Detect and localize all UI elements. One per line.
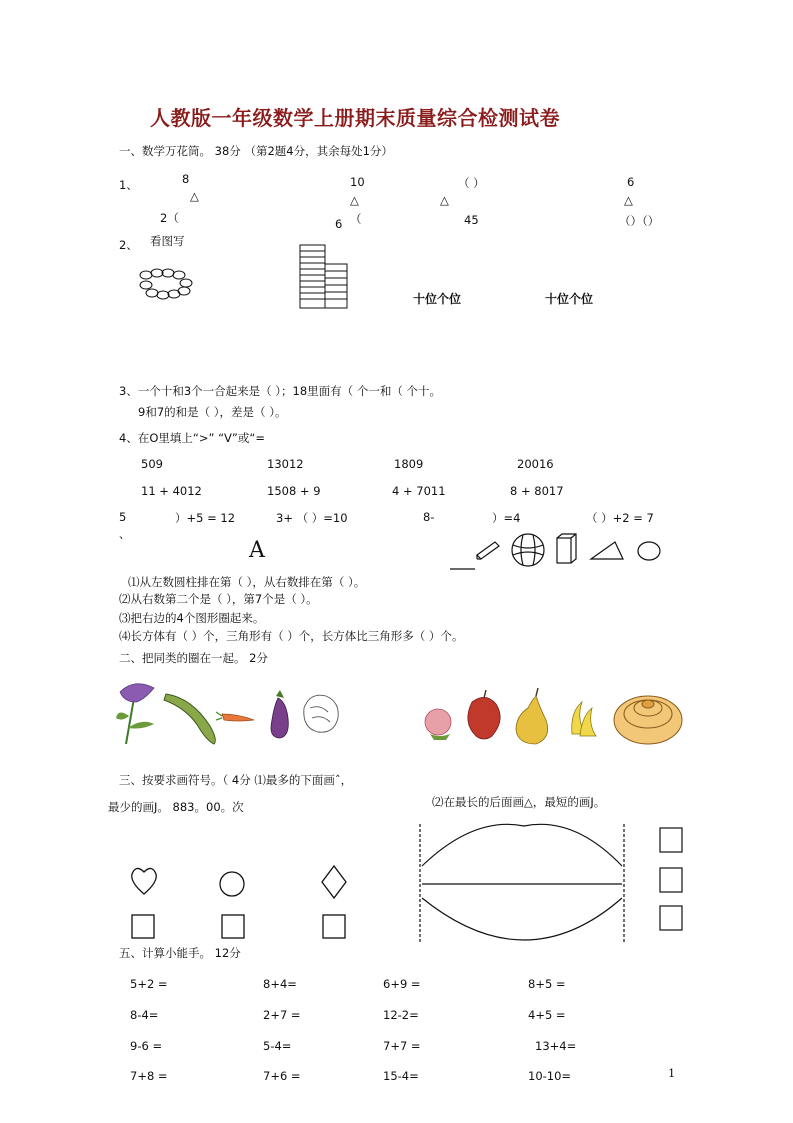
- page-number: 1: [668, 1066, 676, 1080]
- q1-d-top: 6: [627, 175, 635, 189]
- eggplant-icon: [271, 690, 288, 738]
- q4-row2-d: 8 + 8017: [510, 484, 564, 498]
- q5-sub1: ⑴从左数圆柱排在第（ ），从右数排在第（ ）。: [128, 575, 366, 589]
- bread-icon: [614, 696, 682, 744]
- q3-line1: 3、一个十和3个一合起来是（ ）；18里面有（ 个一和（ 个十。: [119, 384, 441, 398]
- letter-a: A: [249, 538, 265, 563]
- cucumber-icon: [164, 694, 215, 744]
- q4-row2-c: 4 + 7011: [392, 484, 446, 498]
- q3-line2: 9和7的和是（ ），差是（ ）。: [138, 405, 287, 419]
- calc-r1-c3: 6+9 =: [383, 977, 421, 991]
- answer-box-1: [132, 915, 154, 938]
- q4-row3-d: 8-: [423, 510, 435, 524]
- q5-sub4: ⑷长方体有（ ）个，三角形有（ ）个，长方体比三角形多（ ）个。: [119, 629, 464, 643]
- section1-heading: 一、数学万花筒。 38分 （第2题4分，其余每处1分）: [119, 144, 393, 158]
- q4-row3-f: （ ）+2 = 7: [586, 511, 654, 525]
- place-value-label-2: 十位个位: [545, 292, 594, 306]
- q1-a-top: 8: [182, 172, 190, 186]
- pear-icon: [516, 688, 548, 744]
- calc-r4-c2: 7+6 =: [263, 1069, 301, 1083]
- calc-r3-c4: 13+4=: [535, 1039, 577, 1053]
- q4-row3-e: ）=4: [492, 511, 521, 525]
- q1-b-bottom-number: 6: [335, 217, 343, 231]
- answer-box-mid: [660, 868, 682, 892]
- calc-r3-c3: 7+7 =: [383, 1039, 421, 1053]
- apple-icon: [468, 690, 500, 739]
- q4-row1-b: 13012: [267, 457, 304, 471]
- q1-c-top: （ ）: [458, 176, 485, 190]
- ten-circles-figure: [138, 266, 194, 302]
- calc-r4-c3: 15-4=: [383, 1069, 419, 1083]
- shapes-with-boxes-figure: [128, 860, 354, 942]
- calc-r1-c1: 5+2 =: [130, 977, 168, 991]
- answer-box-short: [660, 906, 682, 930]
- q1-a-bottom: 2（: [160, 211, 179, 225]
- q1-b-bottom-paren: （: [350, 212, 362, 226]
- q1-d-triangle: △: [624, 193, 633, 207]
- q4-row2-b: 1508 + 9: [267, 484, 321, 498]
- calc-r2-c1: 8-4=: [130, 1008, 159, 1022]
- calc-r2-c4: 4+5 =: [528, 1008, 566, 1022]
- curves-figure: [414, 820, 690, 948]
- carrot-icon: [216, 712, 254, 721]
- q4-row3-comma: 、: [119, 527, 131, 541]
- calc-r1-c2: 8+4=: [263, 977, 297, 991]
- shapes-row-figure: [447, 533, 665, 573]
- q4-row3-a: 5: [119, 510, 127, 524]
- answer-box-2: [222, 915, 244, 938]
- q4-row1-a: 509: [141, 457, 163, 471]
- calc-r4-c1: 7+8 =: [130, 1069, 168, 1083]
- section2-heading: 二、把同类的圈在一起。 2分: [119, 651, 268, 665]
- calc-r2-c2: 2+7 =: [263, 1008, 301, 1022]
- calc-r2-c3: 12-2=: [383, 1008, 419, 1022]
- answer-box-long: [660, 828, 682, 852]
- q1-c-bottom: 45: [464, 213, 479, 227]
- q1-number: 1、: [119, 178, 138, 192]
- section5-heading: 五、计算小能手。 12分: [119, 946, 241, 960]
- heart-icon: [132, 868, 157, 894]
- calc-r4-c4: 10-10=: [528, 1069, 572, 1083]
- cabbage-icon: [304, 695, 338, 732]
- calc-r3-c1: 9-6 =: [130, 1039, 163, 1053]
- q4-row1-d: 20016: [517, 457, 554, 471]
- banana-icon: [572, 702, 596, 736]
- calc-r1-c4: 8+5 =: [528, 977, 566, 991]
- page-title: 人教版一年级数学上册期末质量综合检测试卷: [150, 106, 560, 130]
- q5-sub2: ⑵从右数第二个是（ ），第7个是（ ）。: [119, 592, 318, 606]
- answer-box-3: [323, 915, 345, 938]
- circle-icon: [220, 872, 244, 896]
- q1-c-triangle: △: [440, 193, 449, 207]
- section3-line2: 最少的画J。 883。00。次: [108, 800, 244, 814]
- q4-row1-c: 1809: [394, 457, 424, 471]
- vegetables-figure: [114, 678, 344, 748]
- section3-right: ⑵在最长的后面画△，最短的画J。: [432, 795, 606, 809]
- q1-b-triangle: △: [350, 193, 359, 207]
- q4-row3-b: ）+5 = 12: [175, 511, 236, 525]
- q2-number: 2、: [119, 238, 138, 252]
- flower-icon: [116, 684, 154, 744]
- calc-r3-c2: 5-4=: [263, 1039, 292, 1053]
- q2-label: 看图写: [150, 234, 185, 248]
- q4-row3-c: 3+ （ ）=10: [276, 511, 348, 525]
- diamond-icon: [322, 866, 346, 898]
- fruits-figure: [420, 680, 686, 750]
- place-value-bars-figure: [299, 244, 349, 310]
- place-value-label-1: 十位个位: [413, 292, 462, 306]
- q5-sub3: ⑶把右边的4个图形圈起来。: [119, 611, 265, 625]
- q4-row2-a: 11 + 4012: [141, 484, 202, 498]
- q1-a-triangle: △: [190, 189, 199, 203]
- section3-heading: 三、按要求画符号。（ 4分 ⑴最多的下面画ˆ，: [119, 773, 353, 787]
- peach-icon: [425, 709, 451, 740]
- q4-heading: 4、在O里填上“>” “V”或“=: [119, 431, 265, 445]
- q1-d-bottom: （）（）: [619, 214, 660, 228]
- q1-b-top: 10: [350, 175, 365, 189]
